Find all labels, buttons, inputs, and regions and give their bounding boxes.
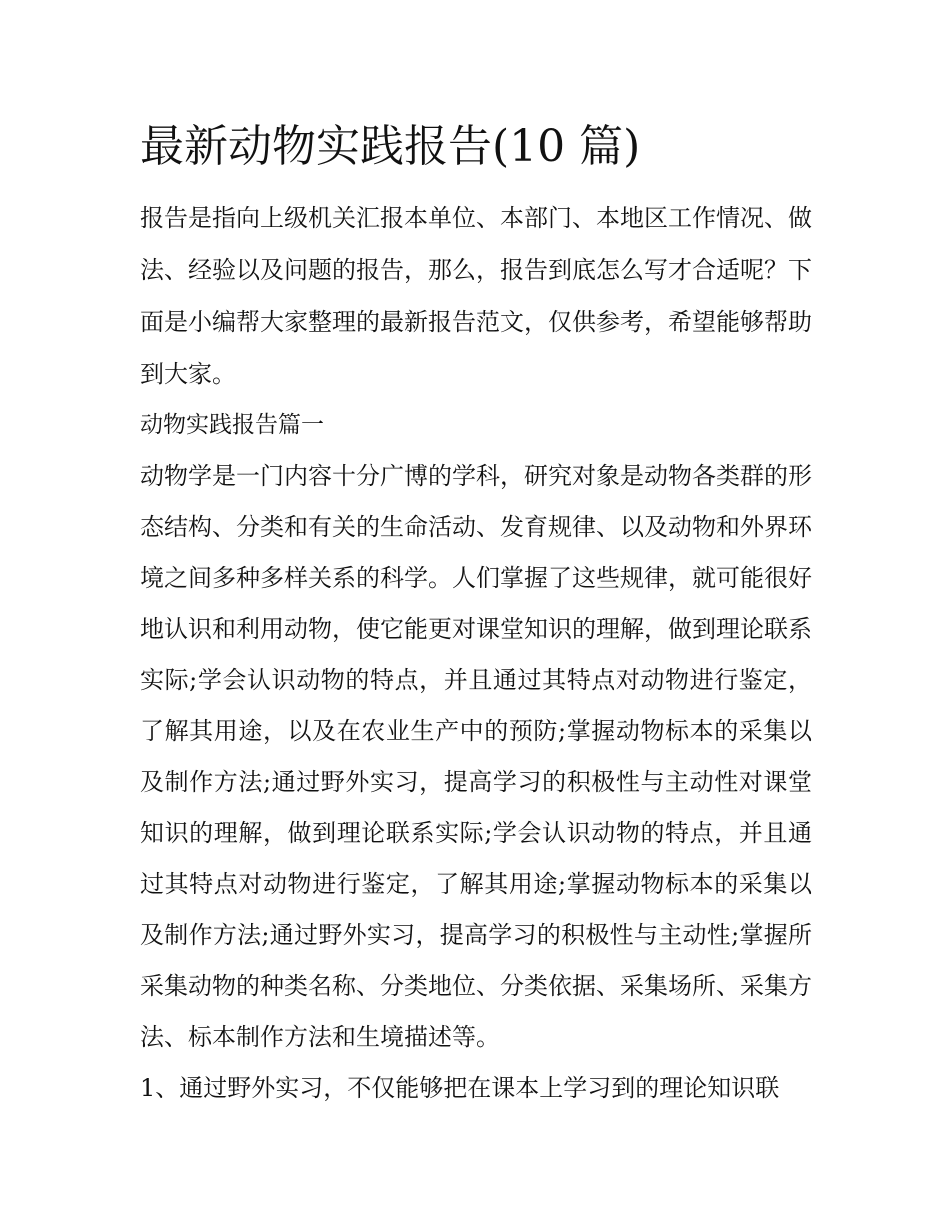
document-title: 最新动物实践报告(10 篇) — [140, 121, 641, 172]
section-heading: 动物实践报告篇一 — [140, 412, 324, 438]
body-paragraph: 动物学是一门内容十分广博的学科，研究对象是动物各类群的形态结构、分类和有关的生命活动、发育规律、以及动物和外界环境之间多种多样关系的科学。人们掌握了这些规律，就可能很好地认识和利用动物，使它能更对课堂知识的理解，做到理论联系实际;学会认识动物的特点，并且通过其特点对动物进行鉴定，了解其用途，以及在农业生产中的预防;掌握动物标本的采集以及制作方法;通过野外实习，提高学习的积极性与主动性对课堂知识的理解，做到理论联系实际;学会认识动物的特点，并且通过其特点对动物进行鉴定，了解其用途;掌握动物标本的采集以及制作方法;通过野外实习，提高学习的积极性与主动性;掌握所采集动物的种类名称、分类地位、分类依据、采集场所、采集方法、标本制作方法和生境描述等。 — [140, 462, 812, 1051]
document-page — [140, 116, 812, 1114]
intro-paragraph: 报告是指向上级机关汇报本单位、本部门、本地区工作情况、做法、经验以及问题的报告，那么，报告到底怎么写才合适呢？下面是小编帮大家整理的最新报告范文，仅供参考，希望能够帮助到大家。 — [140, 204, 812, 388]
numbered-paragraph: 1、通过野外实习，不仅能够把在课本上学习到的理论知识联 — [140, 1074, 780, 1102]
